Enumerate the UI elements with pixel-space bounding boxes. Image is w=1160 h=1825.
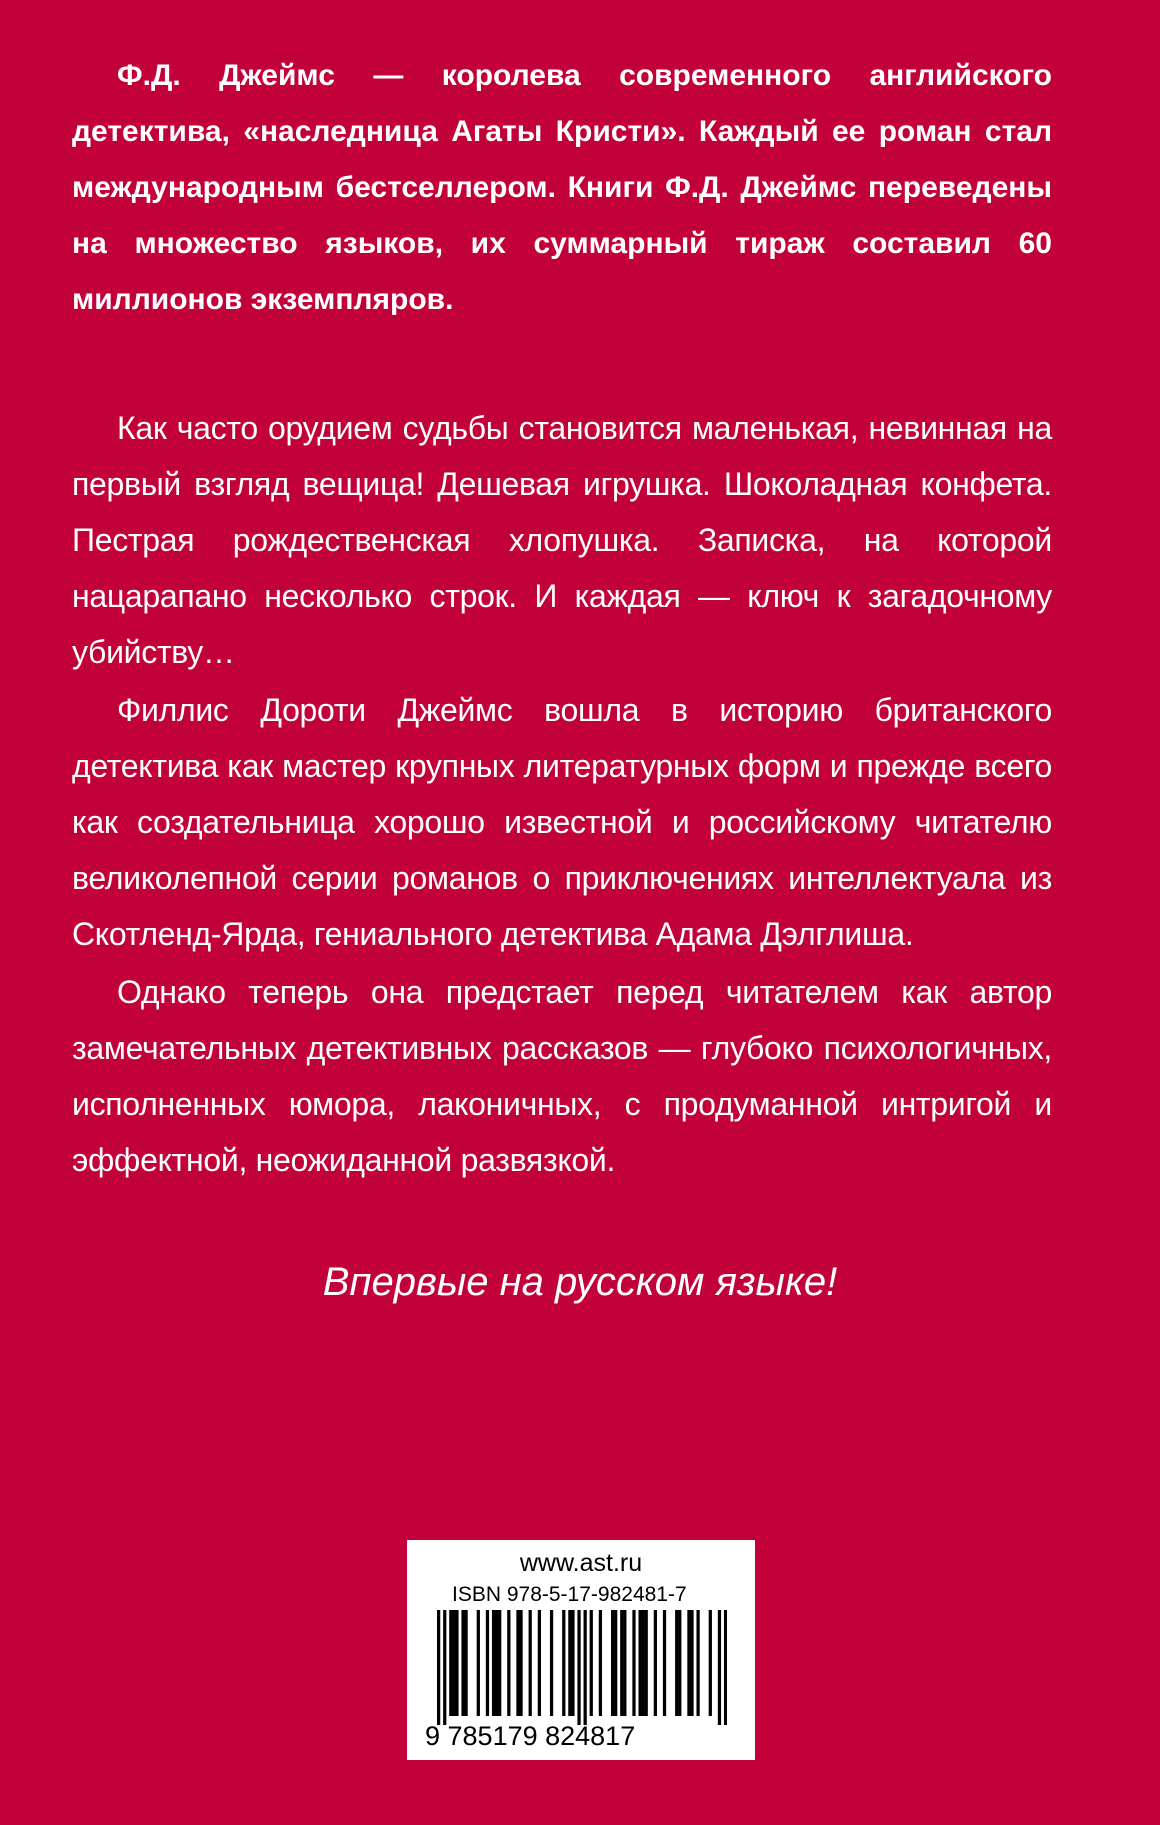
barcode-bar bbox=[642, 1610, 645, 1716]
author-intro bbox=[72, 48, 1052, 328]
barcode-label bbox=[407, 1540, 755, 1760]
barcode-bar bbox=[696, 1610, 699, 1716]
barcode-bar bbox=[516, 1610, 519, 1716]
barcode-bar bbox=[718, 1610, 721, 1725]
barcode-bar bbox=[477, 1610, 480, 1716]
barcode-bar bbox=[529, 1610, 532, 1716]
publisher-website: www.ast.ru bbox=[519, 1549, 643, 1577]
barcode-bar bbox=[461, 1610, 464, 1716]
author-intro-text: Ф.Д. Джеймс — королева современного английского детектива, «наследница Агаты Кристи». Каждый ее роман стал международным бестселлером. Книги Ф.Д. Джеймс переведены на множество языков, их суммарный тираж составил 60 миллионов экземпляров. bbox=[72, 59, 1052, 316]
barcode-bar bbox=[709, 1610, 712, 1716]
isbn-number: ISBN 978-5-17-982481-7 bbox=[452, 1583, 687, 1606]
barcode-bar bbox=[550, 1610, 553, 1716]
barcode-bars bbox=[437, 1610, 727, 1725]
barcode-bar bbox=[632, 1610, 635, 1716]
barcode-bar bbox=[562, 1610, 565, 1716]
barcode-digits: 9 785179 824817 bbox=[425, 1721, 636, 1751]
blurb-paragraph: Филлис Дороти Джеймс вошла в историю британского детектива как мастер крупных литературных форм и прежде всего как создательница хорошо известной и российскому читателю великолепной серии романов о приключениях интеллектуала из Скотленд-Ярда, гениального детектива Адама Дэлглиша. bbox=[72, 692, 1052, 952]
barcode-bar bbox=[654, 1610, 657, 1716]
barcode-bar bbox=[577, 1610, 580, 1725]
barcode-bar bbox=[495, 1610, 498, 1716]
barcode-bar bbox=[645, 1610, 648, 1716]
barcode-bar bbox=[507, 1610, 510, 1716]
barcode-bar bbox=[449, 1610, 452, 1716]
barcode-bar bbox=[452, 1610, 455, 1716]
barcode-bar bbox=[663, 1610, 666, 1716]
barcode-bar bbox=[464, 1610, 467, 1716]
barcode-bar bbox=[584, 1610, 587, 1725]
tagline: Впервые на русском языке! bbox=[322, 1260, 838, 1304]
barcode-bar bbox=[492, 1610, 495, 1716]
barcode-bar bbox=[519, 1610, 522, 1716]
barcode-bar bbox=[690, 1610, 693, 1716]
barcode-bar bbox=[568, 1610, 571, 1716]
blurb-paragraph: Как часто орудием судьбы становится маленькая, невинная на первый взгляд вещица! Дешевая игрушка. Шоколадная конфета. Пестрая рождественская хлопушка. Записка, на которой нацарапано несколько строк. И каждая — ключ к загадочному убийству… bbox=[72, 410, 1052, 670]
barcode-bar bbox=[498, 1610, 501, 1716]
book-blurb bbox=[72, 400, 1052, 1188]
barcode-bar bbox=[675, 1610, 678, 1716]
barcode-bar bbox=[687, 1610, 690, 1716]
barcode-bar bbox=[638, 1610, 641, 1716]
barcode-bar bbox=[620, 1610, 623, 1716]
barcode-bar bbox=[455, 1610, 458, 1716]
barcode-bar bbox=[678, 1610, 681, 1716]
barcode-bar bbox=[437, 1610, 440, 1725]
barcode-bar bbox=[724, 1610, 727, 1725]
blurb-paragraph: Однако теперь она предстает перед читателем как автор замечательных детективных рассказов — глубоко психологичных, исполненных юмора, лаконичных, с продуманной интригой и эффектной, неожиданной развязкой. bbox=[72, 974, 1052, 1178]
barcode-bar bbox=[486, 1610, 489, 1716]
barcode-bar bbox=[614, 1610, 617, 1716]
barcode-bar bbox=[443, 1610, 446, 1725]
barcode-bar bbox=[599, 1610, 602, 1716]
barcode-bar bbox=[611, 1610, 614, 1716]
barcode-bar bbox=[590, 1610, 593, 1716]
barcode-bar bbox=[623, 1610, 626, 1716]
barcode-bar bbox=[571, 1610, 574, 1716]
barcode-bar bbox=[538, 1610, 541, 1716]
